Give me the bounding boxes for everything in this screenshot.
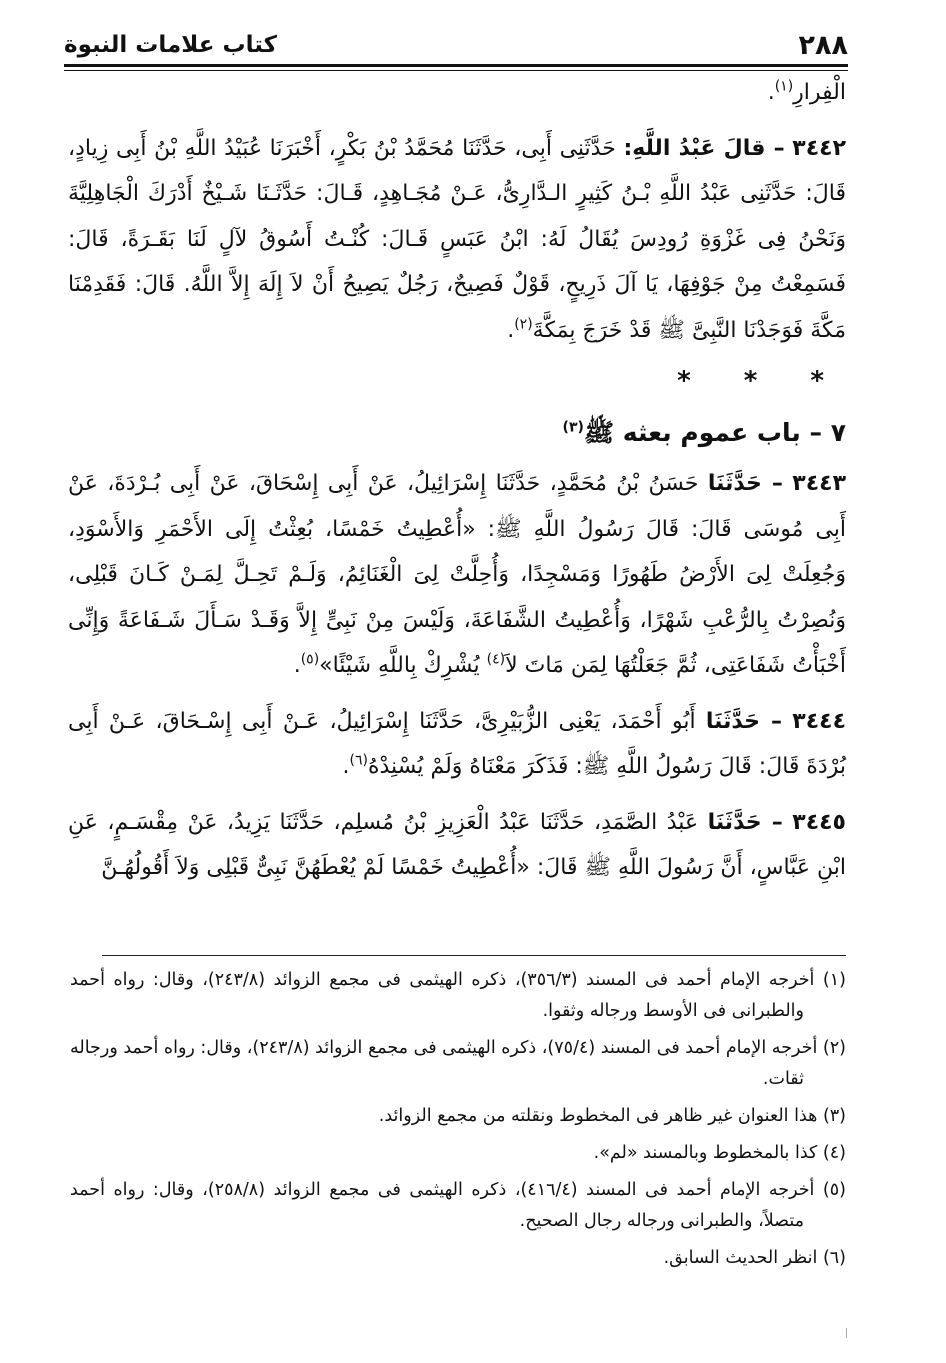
footnote-ref-5: (٥) — [300, 651, 320, 668]
chapter-title: ٧ – باب عموم بعثه ﷺ — [583, 418, 846, 447]
hadith-lead: – حَدَّثَنَا — [705, 708, 782, 734]
section-divider-stars: * * * — [677, 366, 846, 396]
continuation-line — [68, 70, 846, 116]
hadith-lead: – قالَ عَبْدُ اللَّهِ: — [623, 135, 785, 161]
hadith-number: ٣٤٤٢ — [792, 135, 846, 161]
footnote-1: (١) أخرجه الإمام أحمد فى المسند (٣٥٦/٣)، ذكره الهيثمى فى مجمع الزوائد (٢٤٣/٨)، وقال: رواه أحمد والطبرانى فى الأوسط ورجاله وثقوا. — [70, 970, 846, 1021]
hadith-3445 — [68, 800, 846, 891]
footnotes — [70, 965, 846, 1274]
page-number: ٢٨٨ — [798, 29, 848, 61]
hadith-number: ٣٤٤٤ — [792, 708, 846, 734]
hadith-lead: – حَدَّثَنَا — [707, 809, 783, 835]
header-rule — [64, 64, 848, 67]
book-title: كتاب علامات النبوة — [64, 32, 277, 58]
hadith-number: ٣٤٤٣ — [792, 471, 847, 496]
footnote-ref-4: (٤) — [486, 651, 506, 668]
sentence-end: . — [767, 80, 775, 105]
sentence-end: . — [507, 317, 515, 343]
hadith-text: حَسَنُ بْنُ مُحَمَّدٍ، حَدَّثَنَا إِسْرَائِيلُ، عَنْ أَبِى إِسْحَاقَ، عَنْ أَبِى بُـرْدَةَ، عَنْ أَبِى مُوسَى قَالَ: قَالَ رَسُولُ اللَّهِ ﷺ: «أُعْطِيتُ خَمْسًا، بُعِثْتُ إِلَى الأَحْمَرِ وَالأَسْوَدِ، وَجُعِلَتْ لِىَ الأَرْضُ طَهُورًا وَمَسْجِدًا، وَأُحِلَّتْ لِىَ الْغَنَائِمُ، وَلَـمْ تَحِـلَّ لِمَـنْ كَـانَ قَبْلِى، وَنُصِرْتُ بِالرُّعْبِ شَهْرًا، وَأُعْطِيتُ الشَّفَاعَةَ، وَلَيْسَ مِنْ نَبِىٍّ إِلاَّ وَقَـدْ سَـأَلَ شَـفَاعَةً وَإِنِّى أَخْبَأْتُ شَفَاعَتِى، ثُمَّ جَعَلْتُهَا لِمَن مَاتَ لاَ — [68, 471, 846, 678]
footnote-6: (٦) انظر الحديث السابق. — [663, 1248, 846, 1268]
footnote-5: (٥) أخرجه الإمام أحمد فى المسند (٤١٦/٤)، ذكره الهيثمى فى مجمع الزوائد (٢٥٨/٨)، وقال: رواه أحمد متصلاً، والطبرانى ورجاله رجال الصحيح. — [70, 1180, 846, 1231]
sentence-end: . — [293, 653, 301, 678]
footnote-ref-3: (٣) — [562, 419, 584, 436]
hadith-3444 — [68, 699, 846, 790]
page-header — [64, 24, 848, 66]
hadith-text-cont: يُشْرِكْ بِاللَّهِ شَيْئًا» — [319, 653, 480, 678]
hadith-lead: – حَدَّثَنَا — [707, 471, 783, 496]
footnote-separator — [102, 955, 846, 956]
sentence-end: . — [342, 754, 350, 779]
hadith-number: ٣٤٤٥ — [792, 809, 846, 835]
footnote-ref-6: (٦) — [349, 752, 368, 769]
footnote-ref-2: (٢) — [514, 316, 533, 333]
hadith-text: عَبْدُ الصَّمَدِ، حَدَّثَنَا عَبْدُ الْعَزِيزِ بْنُ مُسلِم، حَدَّثَنَا يَزِيدُ، عَنْ مِقْسَـمٍ، عَنِ ابْنِ عَبَّاسٍ، أَنَّ رَسُولَ اللَّهِ ﷺ قَالَ: «أُعْطِيتُ خَمْسًا لَمْ يُعْطَهُنَّ نَبِىٌّ قَبْلِى وَلاَ أَقُولُهُـنَّ — [68, 809, 846, 880]
footnote-4: (٤) كذا بالمخطوط وبالمسند «لم». — [593, 1143, 846, 1163]
hadith-3443 — [68, 461, 846, 689]
hadith-3442 — [68, 126, 846, 354]
footnote-ref-1: (١) — [774, 78, 794, 95]
hadith-text: أَبُو أَحْمَدَ، يَعْنِى الزُّبَيْرِىَّ، حَدَّثَنَا إِسْرَائِيلُ، عَـنْ أَبِى إِسْـحَاقَ، عَـنْ أَبِى بُرْدَةَ قَالَ: قَالَ رَسُولُ اللَّهِ ﷺ: فَذَكَرَ مَعْنَاهُ وَلَمْ يُسْنِدْهُ — [68, 708, 846, 779]
footnote-2: (٢) أخرجه الإمام أحمد فى المسند (٧٥/٤)، ذكره الهيثمى فى مجمع الزوائد (٢٤٣/٨)، وقال: رواه أحمد ورجاله ثقات. — [70, 1038, 846, 1089]
scan-speck — [846, 1328, 847, 1338]
continuation-word: الْفِرارِ — [793, 80, 846, 105]
hadith-text: حَدَّثَنِى أَبِى، حَدَّثَنَا مُحَمَّدُ بْنُ بَكْرٍ، أَخْبَرَنَا عُبَيْدُ اللَّهِ بْنُ أَبِى زِيادٍ، قَالَ: حَدَّثَنِى عَبْدُ اللَّهِ بْـنُ كَثِيرٍ الـدَّارِىُّ، عَـنْ مُجَـاهِدٍ، قَـالَ: حَدَّثَـنَا شَـيْخٌ أَدْرَكَ الْجَاهِلِيَّةَ وَنَحْنُ فِى غَزْوَةِ رُودِسَ يُقَالُ لَهُ: ابْنُ عَبَسٍ قَـالَ: كُنْـتُ أَسُوقُ لآلٍ لَنَا بَقَـرَةً، قَالَ: فَسَمِعْتُ مِنْ جَوْفِهَا، يَا آلَ ذَرِيحٍ، قَوْلٌ فَصِيحٌ، رَجُلٌ يَصِيحُ أَنْ لاَ إِلَهَ إِلاَّ اللَّهُ. قَالَ: فَقَدِمْنَا مَكَّةَ فَوَجَدْنَا النَّبِىَّ ﷺ قَدْ خَرَجَ بِمَكَّةَ — [68, 135, 846, 343]
footnote-3: (٣) هذا العنوان غير ظاهر فى المخطوط ونقلته من مجمع الزوائد. — [378, 1106, 846, 1126]
chapter-heading — [68, 405, 846, 461]
main-text — [68, 70, 846, 891]
